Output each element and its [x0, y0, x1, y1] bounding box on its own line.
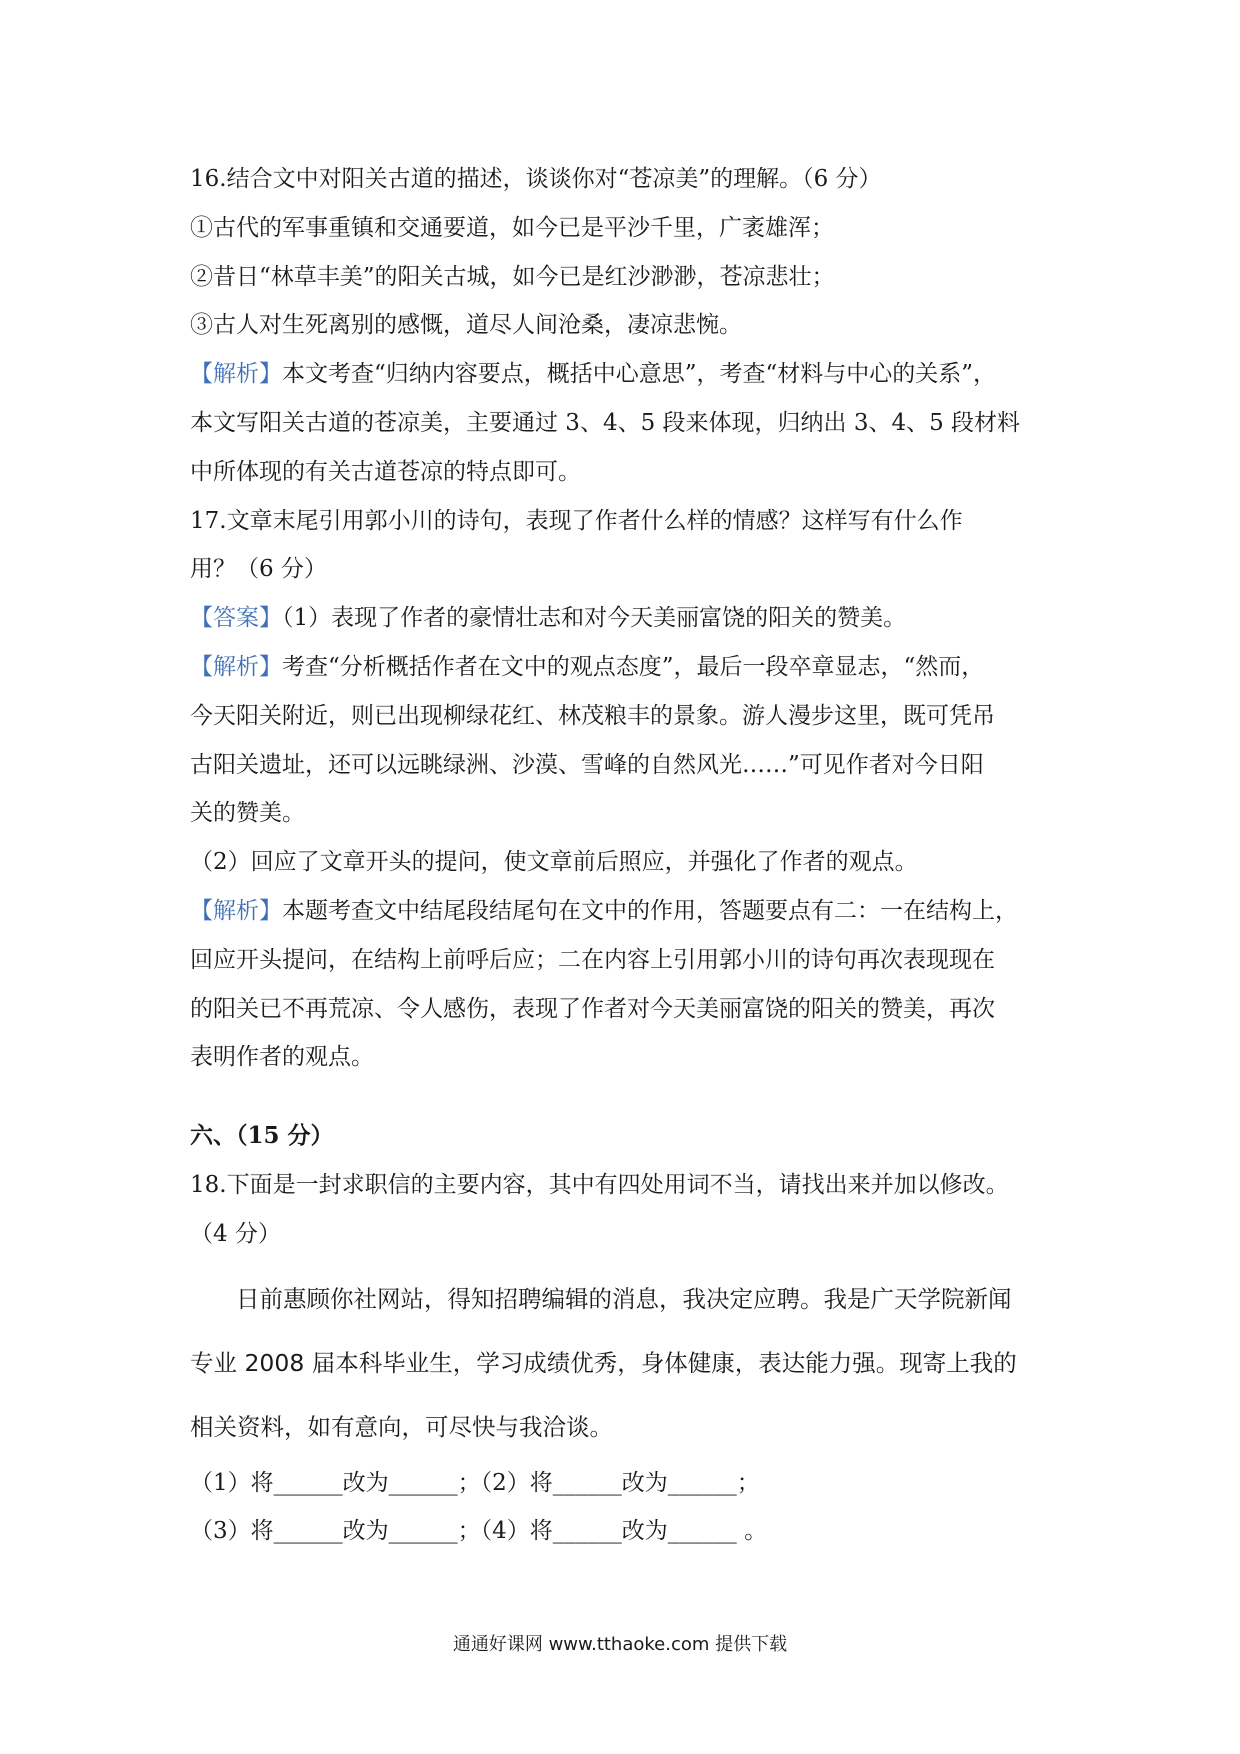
q17-answer: 【答案】（1）表现了作者的豪情壮志和对今天美丽富饶的阳关的赞美。	[190, 605, 907, 632]
q16-point: ①古代的军事重镇和交通要道，如今已是平沙千里，广袤雄浑；	[190, 214, 834, 241]
q17-question: 用？（6 分）	[190, 556, 327, 583]
q18-question: （4 分）	[190, 1220, 281, 1247]
document-page	[190, 155, 1060, 1556]
q17-question: 17.文章末尾引用郭小川的诗句，表现了作者什么样的情感？这样写有什么作	[190, 507, 963, 534]
q17-analysis-line: 回应开头提问，在结构上前呼后应；二在内容上引用郭小川的诗句再次表现现在	[190, 946, 995, 973]
q16-point: ③古人对生死离别的感慨，道尽人间沧桑，凄凉悲惋。	[190, 312, 742, 339]
q16-analysis-line: 本文写阳关古道的苍凉美，主要通过 3、4、5 段来体现，归纳出 3、4、5 段材料	[190, 409, 1021, 436]
fill-in-blanks	[190, 1459, 1060, 1557]
letter-line: 专业 2008 届本科毕业生，学习成绩优秀，身体健康，表达能力强。现寄上我的	[190, 1348, 1017, 1377]
q17-analysis: 【解析】考查“分析概括作者在文中的观点态度”，最后一段卒章显志，“然而，	[190, 653, 985, 680]
q16-question: 16.结合文中对阳关古道的描述，谈谈你对“苍凉美”的理解。（6 分）	[190, 166, 882, 192]
analysis-tag: 【解析】	[190, 361, 282, 388]
q17-analysis-line: 关的赞美。	[190, 800, 305, 827]
analysis-tag: 【解析】	[190, 897, 282, 924]
q17-analysis-line: 表明作者的观点。	[190, 1044, 374, 1071]
blank-line: （3）将______改为______；（4）将______改为______ 。	[190, 1518, 768, 1545]
q17-analysis-line: 今天阳关附近，则已出现柳绿花红、林茂粮丰的景象。游人漫步这里，既可凭吊	[190, 702, 995, 729]
section-heading: 六、（15 分）	[190, 1122, 334, 1150]
q16-analysis-line: 中所体现的有关古道苍凉的特点即可。	[190, 458, 581, 485]
cover-letter	[190, 1267, 1060, 1459]
q17-answer2: （2）回应了文章开头的提问，使文章前后照应，并强化了作者的观点。	[190, 849, 918, 876]
q16-analysis: 【解析】本文考查“归纳内容要点，概括中心意思”，考查“材料与中心的关系”，	[190, 361, 997, 388]
q17-analysis-line: 的阳关已不再荒凉、令人感伤，表现了作者对今天美丽富饶的阳关的赞美，再次	[190, 995, 995, 1022]
answer-tag: 【答案】	[190, 605, 282, 632]
blank-line: （1）将______改为______；（2）将______改为______；	[190, 1469, 760, 1496]
q17-analysis-line: 古阳关遗址，还可以远眺绿洲、沙漠、雪峰的自然风光……”可见作者对今日阳	[190, 751, 984, 778]
page-footer: 通通好课网 www.tthaoke.com 提供下载	[452, 1634, 788, 1655]
q18-question: 18.下面是一封求职信的主要内容，其中有四处用词不当，请找出来并加以修改。	[190, 1171, 1009, 1198]
letter-line: 日前惠顾你社网站，得知招聘编辑的消息，我决定应聘。我是广天学院新闻	[236, 1284, 1012, 1313]
q16-point: ②昔日“林草丰美”的阳关古城，如今已是红沙渺渺，苍凉悲壮；	[190, 263, 835, 290]
q17-analysis2: 【解析】本题考查文中结尾段结尾句在文中的作用，答题要点有二：一在结构上，	[190, 897, 1018, 924]
analysis-tag: 【解析】	[190, 653, 282, 680]
letter-line: 相关资料，如有意向，可尽快与我洽谈。	[190, 1412, 613, 1441]
